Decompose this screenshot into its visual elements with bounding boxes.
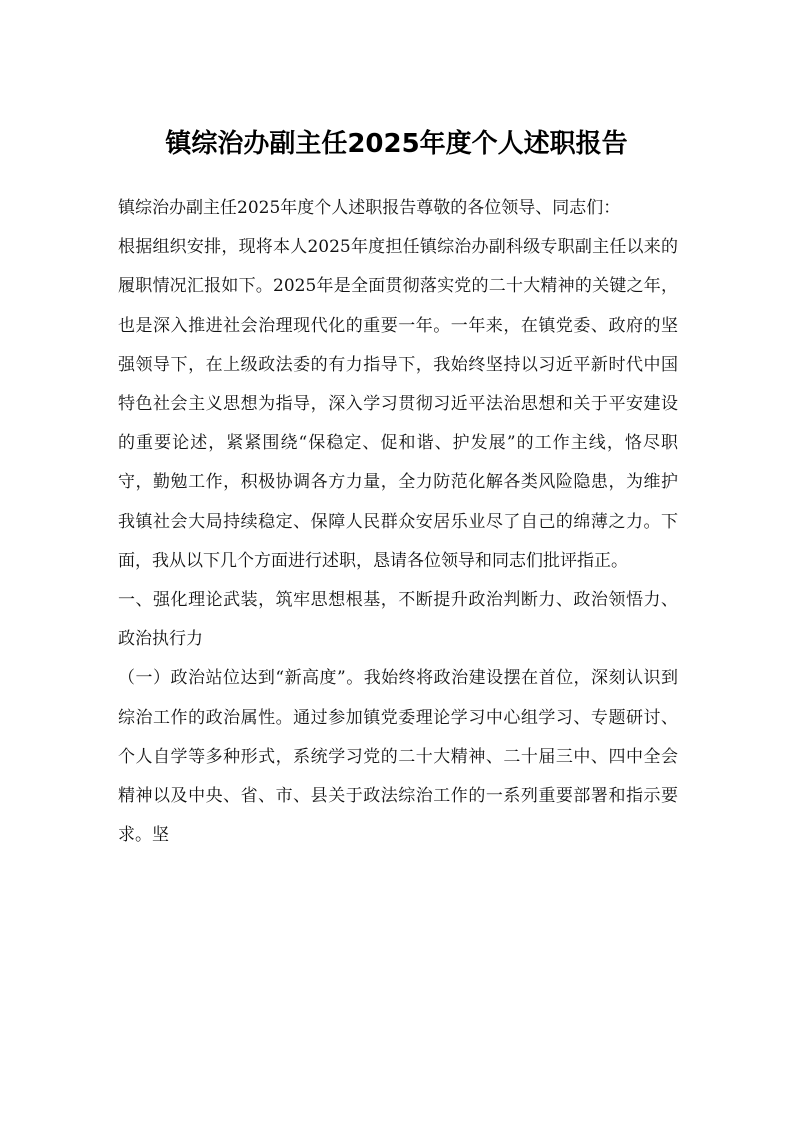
- document-title: 镇综治办副主任2025年度个人述职报告: [165, 129, 628, 159]
- section-heading-1: 一、强化理论武装，筑牢思想根基，不断提升政治判断力、政治领悟力、政治执行力: [118, 590, 678, 650]
- paragraph-greeting: 镇综治办副主任2025年度个人述职报告尊敬的各位领导、同志们：: [118, 198, 621, 218]
- subsection-paragraph-1: （一）政治站位达到“新高度”。我始终将政治建设摆在首位，深刻认识到综治工作的政治属性。通过参加镇党委理论学习中心组学习、专题研讨、个人自学等多种形式，系统学习党的二十大精神、二十届三中、四中全会精神以及中央、省、市、县关于政法综治工作的一系列重要部署和指示要求。坚: [118, 668, 678, 846]
- paragraph-introduction: 根据组织安排，现将本人2025年度担任镇综治办副科级专职副主任以来的履职情况汇报如下。2025年是全面贯彻落实党的二十大精神的关键之年，也是深入推进社会治理现代化的重要一年。一年来，在镇党委、政府的坚强领导下，在上级政法委的有力指导下，我始终坚持以习近平新时代中国特色社会主义思想为指导，深入学习贯彻习近平法治思想和关于平安建设的重要论述，紧紧围绕“保稳定、促和谐、护发展”的工作主线，恪尽职守，勤勉工作，积极协调各方力量，全力防范化解各类风险隐患，为维护我镇社会大局持续稳定、保障人民群众安居乐业尽了自己的绵薄之力。下面，我从以下几个方面进行述职，恳请各位领导和同志们批评指正。: [118, 237, 678, 571]
- document-body: [118, 189, 678, 855]
